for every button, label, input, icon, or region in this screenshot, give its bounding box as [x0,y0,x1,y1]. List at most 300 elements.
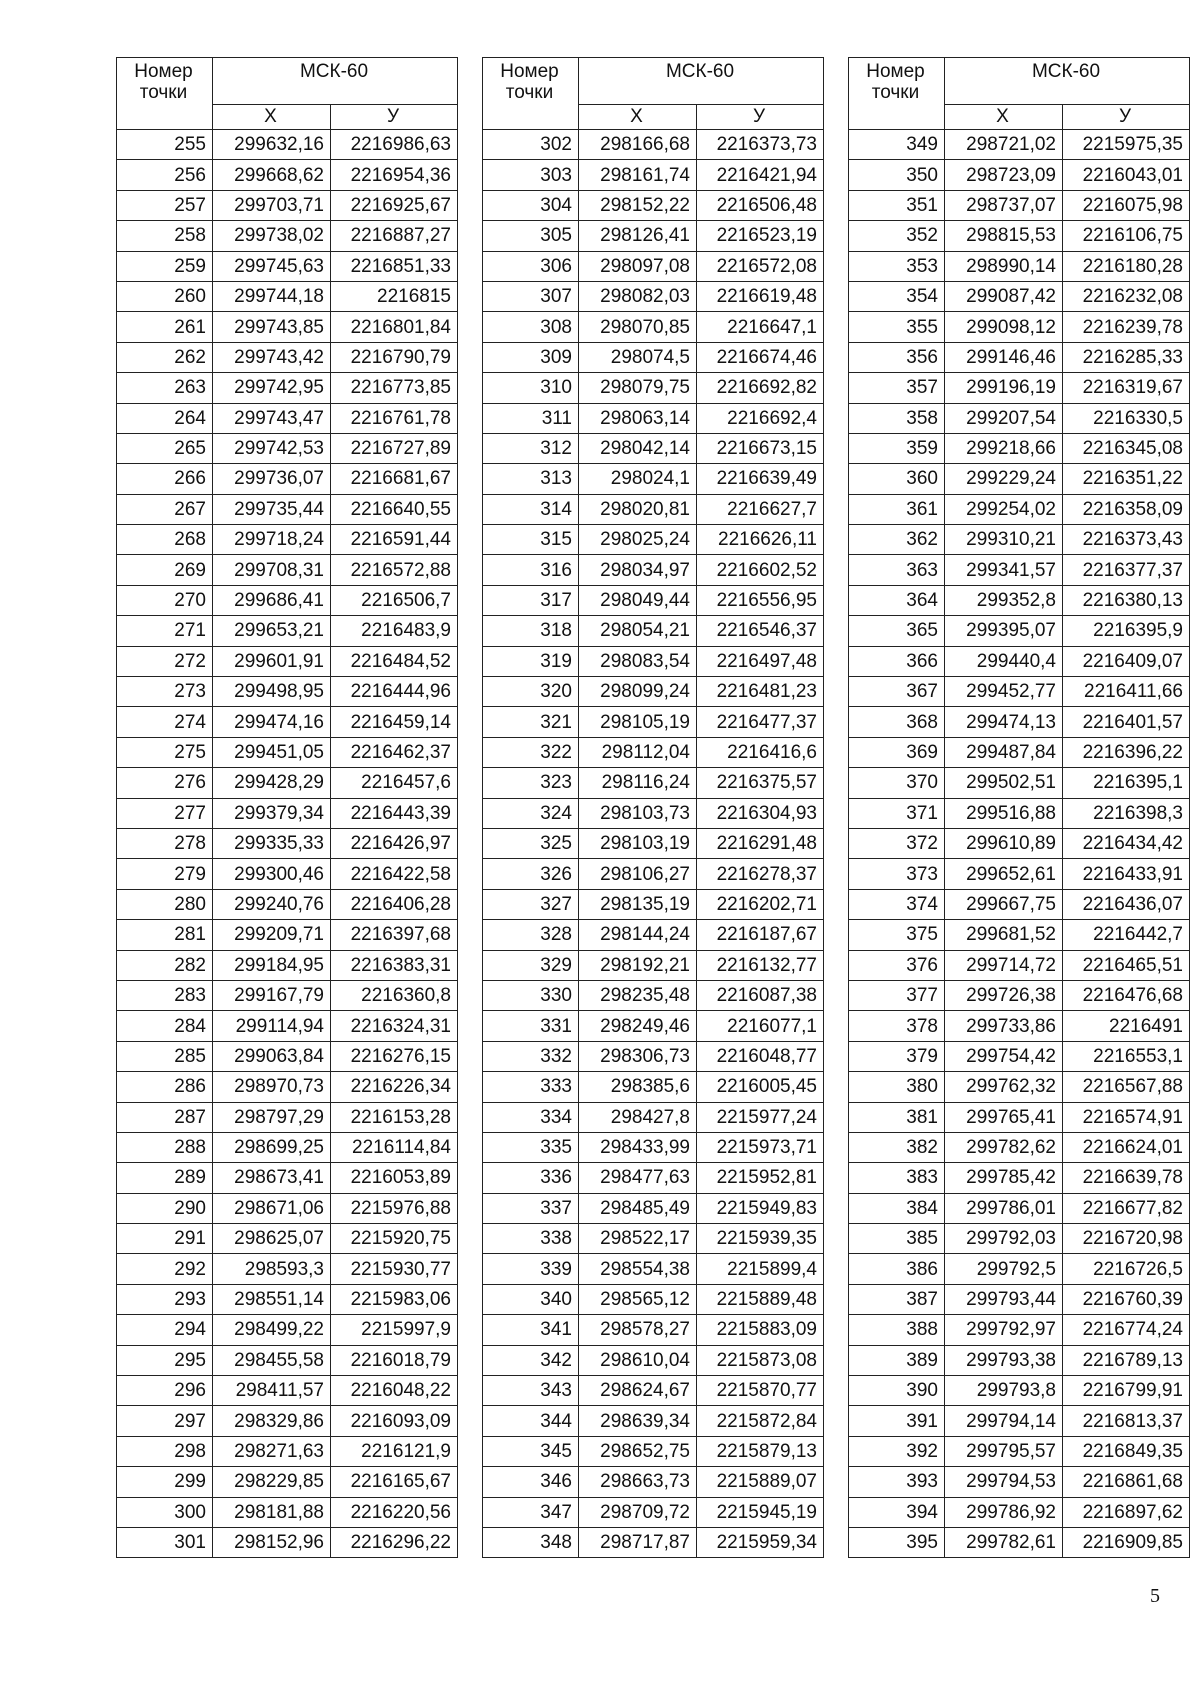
y-coordinate-cell: 2216897,62 [1063,1497,1190,1527]
y-coordinate-cell: 2215883,09 [697,1315,824,1345]
x-coordinate-cell: 299743,42 [213,342,331,372]
point-number-cell: 335 [483,1132,579,1162]
point-number-cell: 283 [117,980,213,1010]
table-row [483,373,824,403]
y-coordinate-cell: 2216401,57 [1063,707,1190,737]
coordinate-table-3 [848,57,1190,1558]
point-number-cell: 334 [483,1102,579,1132]
table-row [117,312,458,342]
table-row [483,1406,824,1436]
point-number-cell: 297 [117,1406,213,1436]
y-coordinate-cell: 2216377,37 [1063,555,1190,585]
point-number-cell: 357 [849,373,945,403]
x-coordinate-cell: 298099,24 [579,677,697,707]
point-number-cell: 314 [483,494,579,524]
point-number-cell: 276 [117,768,213,798]
table-row [483,1072,824,1102]
y-coordinate-cell: 2216434,42 [1063,828,1190,858]
y-coordinate-cell: 2216395,9 [1063,616,1190,646]
point-number-cell: 375 [849,920,945,950]
x-coordinate-cell: 299452,77 [945,677,1063,707]
point-number-cell: 322 [483,737,579,767]
y-coordinate-cell: 2216048,77 [697,1041,824,1071]
table-row [483,312,824,342]
x-coordinate-cell: 299793,8 [945,1376,1063,1406]
coordinate-tables [116,57,1190,1558]
y-coordinate-cell: 2216476,68 [1063,980,1190,1010]
table-row [117,677,458,707]
y-coordinate-cell: 2216619,48 [697,281,824,311]
x-coordinate-cell: 298699,25 [213,1132,331,1162]
x-coordinate-cell: 298042,14 [579,433,697,463]
table-row [117,251,458,281]
y-coordinate-cell: 2216358,09 [1063,494,1190,524]
x-coordinate-cell: 298106,27 [579,859,697,889]
x-coordinate-cell: 298551,14 [213,1284,331,1314]
y-coordinate-cell: 2216153,28 [331,1102,458,1132]
point-number-cell: 392 [849,1436,945,1466]
y-coordinate-cell: 2216574,91 [1063,1102,1190,1132]
table-row [117,1345,458,1375]
y-coordinate-cell: 2216444,96 [331,677,458,707]
point-number-cell: 349 [849,130,945,160]
table-row [117,889,458,919]
coordinate-table-1 [116,57,458,1558]
x-coordinate-cell: 298116,24 [579,768,697,798]
y-coordinate-cell: 2216319,67 [1063,373,1190,403]
x-coordinate-cell: 298083,54 [579,646,697,676]
x-coordinate-cell: 299498,95 [213,677,331,707]
x-coordinate-cell: 299754,42 [945,1041,1063,1071]
x-coordinate-cell: 299502,51 [945,768,1063,798]
table-row [483,1102,824,1132]
table-row [117,707,458,737]
x-coordinate-cell: 299793,44 [945,1284,1063,1314]
table-row [117,1072,458,1102]
table-row [117,190,458,220]
x-coordinate-cell: 298624,67 [579,1376,697,1406]
y-coordinate-cell: 2216239,78 [1063,312,1190,342]
x-coordinate-cell: 299786,92 [945,1497,1063,1527]
y-coordinate-cell: 2215952,81 [697,1163,824,1193]
x-coordinate-cell: 298737,07 [945,190,1063,220]
x-coordinate-cell: 299726,38 [945,980,1063,1010]
y-coordinate-cell: 2216647,1 [697,312,824,342]
x-coordinate-cell: 299240,76 [213,889,331,919]
point-number-cell: 318 [483,616,579,646]
x-coordinate-cell: 299196,19 [945,373,1063,403]
y-coordinate-cell: 2216567,88 [1063,1072,1190,1102]
point-number-cell: 325 [483,828,579,858]
x-coordinate-cell: 299451,05 [213,737,331,767]
coordinate-system-header: МСК-60 [945,58,1190,105]
table-row [117,828,458,858]
point-number-cell: 329 [483,950,579,980]
table-row [849,677,1190,707]
x-coordinate-cell: 298723,09 [945,160,1063,190]
point-number-cell: 370 [849,768,945,798]
table-row [117,1132,458,1162]
x-coordinate-cell: 298671,06 [213,1193,331,1223]
y-coordinate-cell: 2216426,97 [331,828,458,858]
x-coordinate-cell: 299745,63 [213,251,331,281]
y-coordinate-cell: 2216640,55 [331,494,458,524]
point-number-cell: 264 [117,403,213,433]
x-column-header: Х [945,105,1063,130]
table-row [117,130,458,160]
point-number-cell: 303 [483,160,579,190]
x-coordinate-cell: 299743,85 [213,312,331,342]
coordinate-table-2 [482,57,824,1558]
table-row [483,677,824,707]
table-row [849,221,1190,251]
x-coordinate-cell: 298306,73 [579,1041,697,1071]
point-number-cell: 299 [117,1467,213,1497]
y-coordinate-cell: 2216925,67 [331,190,458,220]
point-number-cell: 320 [483,677,579,707]
point-number-cell: 342 [483,1345,579,1375]
y-coordinate-cell: 2216556,95 [697,585,824,615]
table-row [849,1436,1190,1466]
x-coordinate-cell: 298709,72 [579,1497,697,1527]
y-coordinate-cell: 2215930,77 [331,1254,458,1284]
table-row [117,980,458,1010]
point-number-cell: 286 [117,1072,213,1102]
x-coordinate-cell: 298990,14 [945,251,1063,281]
y-coordinate-cell: 2215975,35 [1063,130,1190,160]
point-number-cell: 387 [849,1284,945,1314]
point-number-header: Номер точки [483,58,579,130]
point-number-cell: 330 [483,980,579,1010]
point-number-cell: 337 [483,1193,579,1223]
point-number-cell: 360 [849,464,945,494]
table-row [117,342,458,372]
point-number-cell: 326 [483,859,579,889]
table-row [483,221,824,251]
point-number-cell: 366 [849,646,945,676]
point-number-cell: 308 [483,312,579,342]
point-number-cell: 341 [483,1315,579,1345]
y-coordinate-cell: 2216506,7 [331,585,458,615]
y-coordinate-cell: 2216373,73 [697,130,824,160]
y-coordinate-cell: 2216276,15 [331,1041,458,1071]
point-number-cell: 292 [117,1254,213,1284]
y-coordinate-cell: 2216443,39 [331,798,458,828]
y-coordinate-cell: 2216114,84 [331,1132,458,1162]
x-coordinate-cell: 298024,1 [579,464,697,494]
y-coordinate-cell: 2215920,75 [331,1224,458,1254]
y-coordinate-cell: 2216436,07 [1063,889,1190,919]
point-number-cell: 369 [849,737,945,767]
point-number-cell: 290 [117,1193,213,1223]
point-number-cell: 362 [849,525,945,555]
table-row [483,555,824,585]
y-coordinate-cell: 2216053,89 [331,1163,458,1193]
point-number-cell: 338 [483,1224,579,1254]
y-coordinate-cell: 2215873,08 [697,1345,824,1375]
point-number-cell: 364 [849,585,945,615]
y-coordinate-cell: 2216506,48 [697,190,824,220]
table-row [483,616,824,646]
y-coordinate-cell: 2216421,94 [697,160,824,190]
y-coordinate-cell: 2216484,52 [331,646,458,676]
y-coordinate-cell: 2216165,67 [331,1467,458,1497]
y-coordinate-cell: 2216523,19 [697,221,824,251]
table-row [849,1467,1190,1497]
y-coordinate-cell: 2216375,57 [697,768,824,798]
x-coordinate-cell: 299114,94 [213,1011,331,1041]
point-number-cell: 344 [483,1406,579,1436]
x-coordinate-cell: 298097,08 [579,251,697,281]
y-coordinate-cell: 2216278,37 [697,859,824,889]
table-row [849,1193,1190,1223]
y-column-header: У [331,105,458,130]
table-row [483,190,824,220]
x-coordinate-cell: 298554,38 [579,1254,697,1284]
x-coordinate-cell: 299516,88 [945,798,1063,828]
x-coordinate-cell: 298166,68 [579,130,697,160]
x-coordinate-cell: 298161,74 [579,160,697,190]
x-coordinate-cell: 298144,24 [579,920,697,950]
table-row [849,1011,1190,1041]
table-row [117,616,458,646]
point-number-header: Номер точки [117,58,213,130]
y-coordinate-cell: 2216232,08 [1063,281,1190,311]
point-number-cell: 319 [483,646,579,676]
point-number-cell: 293 [117,1284,213,1314]
y-coordinate-cell: 2216726,5 [1063,1254,1190,1284]
y-coordinate-cell: 2216887,27 [331,221,458,251]
x-coordinate-cell: 299782,62 [945,1132,1063,1162]
y-coordinate-cell: 2216106,75 [1063,221,1190,251]
point-number-cell: 285 [117,1041,213,1071]
x-coordinate-cell: 299395,07 [945,616,1063,646]
y-coordinate-cell: 2216954,36 [331,160,458,190]
point-number-cell: 333 [483,1072,579,1102]
point-number-cell: 317 [483,585,579,615]
table-row [483,1132,824,1162]
point-number-cell: 298 [117,1436,213,1466]
x-coordinate-cell: 298103,19 [579,828,697,858]
x-coordinate-cell: 299229,24 [945,464,1063,494]
point-number-cell: 301 [117,1527,213,1557]
x-coordinate-cell: 298049,44 [579,585,697,615]
y-coordinate-cell: 2216396,22 [1063,737,1190,767]
table-row [483,403,824,433]
point-number-cell: 268 [117,525,213,555]
table-row [849,1345,1190,1375]
y-coordinate-cell: 2216477,37 [697,707,824,737]
y-coordinate-cell: 2216673,15 [697,433,824,463]
table-row [483,950,824,980]
table-row [849,373,1190,403]
table-row [849,768,1190,798]
table-row [483,1041,824,1071]
x-coordinate-cell: 298499,22 [213,1315,331,1345]
table-row [849,251,1190,281]
table-row [117,464,458,494]
x-coordinate-cell: 298152,22 [579,190,697,220]
point-number-cell: 277 [117,798,213,828]
y-coordinate-cell: 2216398,3 [1063,798,1190,828]
y-coordinate-cell: 2216692,4 [697,403,824,433]
point-number-cell: 361 [849,494,945,524]
y-coordinate-cell: 2215973,71 [697,1132,824,1162]
x-coordinate-cell: 298385,6 [579,1072,697,1102]
point-number-cell: 262 [117,342,213,372]
x-coordinate-cell: 299785,42 [945,1163,1063,1193]
point-number-cell: 377 [849,980,945,1010]
x-coordinate-cell: 299098,12 [945,312,1063,342]
table-row [849,1163,1190,1193]
table-row [117,1467,458,1497]
x-coordinate-cell: 299793,38 [945,1345,1063,1375]
x-coordinate-cell: 298103,73 [579,798,697,828]
x-coordinate-cell: 299714,72 [945,950,1063,980]
x-coordinate-cell: 298625,07 [213,1224,331,1254]
table-row [849,920,1190,950]
x-coordinate-cell: 299218,66 [945,433,1063,463]
point-number-cell: 284 [117,1011,213,1041]
table-row [483,737,824,767]
x-coordinate-cell: 299310,21 [945,525,1063,555]
y-coordinate-cell: 2216851,33 [331,251,458,281]
y-coordinate-cell: 2216395,1 [1063,768,1190,798]
x-coordinate-cell: 298126,41 [579,221,697,251]
point-number-cell: 376 [849,950,945,980]
table-row [483,1376,824,1406]
point-number-cell: 358 [849,403,945,433]
table-row [483,920,824,950]
point-number-cell: 373 [849,859,945,889]
table-row [117,859,458,889]
table-row [849,130,1190,160]
point-number-cell: 389 [849,1345,945,1375]
x-coordinate-cell: 298663,73 [579,1467,697,1497]
x-coordinate-cell: 298477,63 [579,1163,697,1193]
x-coordinate-cell: 299786,01 [945,1193,1063,1223]
table-row [849,737,1190,767]
point-number-cell: 354 [849,281,945,311]
x-coordinate-cell: 298673,41 [213,1163,331,1193]
y-coordinate-cell: 2216602,52 [697,555,824,585]
point-number-cell: 356 [849,342,945,372]
table-row [483,1467,824,1497]
table-row [117,525,458,555]
y-coordinate-cell: 2216409,07 [1063,646,1190,676]
table-row [483,707,824,737]
y-coordinate-cell: 2216789,13 [1063,1345,1190,1375]
point-number-cell: 386 [849,1254,945,1284]
point-number-cell: 315 [483,525,579,555]
y-coordinate-cell: 2216483,9 [331,616,458,646]
x-coordinate-cell: 299652,61 [945,859,1063,889]
point-number-cell: 363 [849,555,945,585]
table-row [117,798,458,828]
table-row [117,494,458,524]
x-coordinate-cell: 298578,27 [579,1315,697,1345]
point-number-cell: 258 [117,221,213,251]
page-number: 5 [1150,1585,1160,1607]
x-coordinate-cell: 298152,96 [213,1527,331,1557]
x-column-header: Х [213,105,331,130]
table-row [483,798,824,828]
x-coordinate-cell: 299762,32 [945,1072,1063,1102]
table-row [483,130,824,160]
y-coordinate-cell: 2216226,34 [331,1072,458,1102]
point-number-cell: 266 [117,464,213,494]
point-number-cell: 339 [483,1254,579,1284]
point-number-cell: 272 [117,646,213,676]
x-coordinate-cell: 299738,02 [213,221,331,251]
x-coordinate-cell: 298192,21 [579,950,697,980]
table-row [117,1376,458,1406]
x-coordinate-cell: 299736,07 [213,464,331,494]
table-row [483,281,824,311]
x-coordinate-cell: 298717,87 [579,1527,697,1557]
table-row [117,1224,458,1254]
table-row [117,433,458,463]
point-number-cell: 281 [117,920,213,950]
point-number-cell: 261 [117,312,213,342]
table-row [117,1406,458,1436]
y-coordinate-cell: 2216760,39 [1063,1284,1190,1314]
table-row [849,281,1190,311]
y-coordinate-cell: 2216462,37 [331,737,458,767]
table-row [849,950,1190,980]
table-row [117,646,458,676]
table-row [483,1163,824,1193]
x-coordinate-cell: 299733,86 [945,1011,1063,1041]
table-row [483,1315,824,1345]
point-number-cell: 343 [483,1376,579,1406]
x-coordinate-cell: 299610,89 [945,828,1063,858]
y-coordinate-cell: 2215899,4 [697,1254,824,1284]
table-row [117,160,458,190]
x-coordinate-cell: 299653,21 [213,616,331,646]
point-number-cell: 304 [483,190,579,220]
point-number-cell: 321 [483,707,579,737]
point-number-cell: 351 [849,190,945,220]
table-row [483,828,824,858]
point-number-cell: 340 [483,1284,579,1314]
point-number-cell: 295 [117,1345,213,1375]
point-number-cell: 390 [849,1376,945,1406]
y-coordinate-cell: 2216442,7 [1063,920,1190,950]
table-row [117,281,458,311]
table-row [849,980,1190,1010]
table-row [117,373,458,403]
y-coordinate-cell: 2216727,89 [331,433,458,463]
y-coordinate-cell: 2216692,82 [697,373,824,403]
table-row [117,920,458,950]
table-row [117,1011,458,1041]
table-row [117,555,458,585]
table-row [849,190,1190,220]
point-number-cell: 305 [483,221,579,251]
x-coordinate-cell: 298135,19 [579,889,697,919]
table-row [117,1527,458,1557]
x-column-header: Х [579,105,697,130]
y-coordinate-cell: 2216324,31 [331,1011,458,1041]
y-coordinate-cell: 2216048,22 [331,1376,458,1406]
x-coordinate-cell: 299341,57 [945,555,1063,585]
y-coordinate-cell: 2216773,85 [331,373,458,403]
point-number-cell: 275 [117,737,213,767]
x-coordinate-cell: 299743,47 [213,403,331,433]
point-number-cell: 257 [117,190,213,220]
x-coordinate-cell: 299795,57 [945,1436,1063,1466]
